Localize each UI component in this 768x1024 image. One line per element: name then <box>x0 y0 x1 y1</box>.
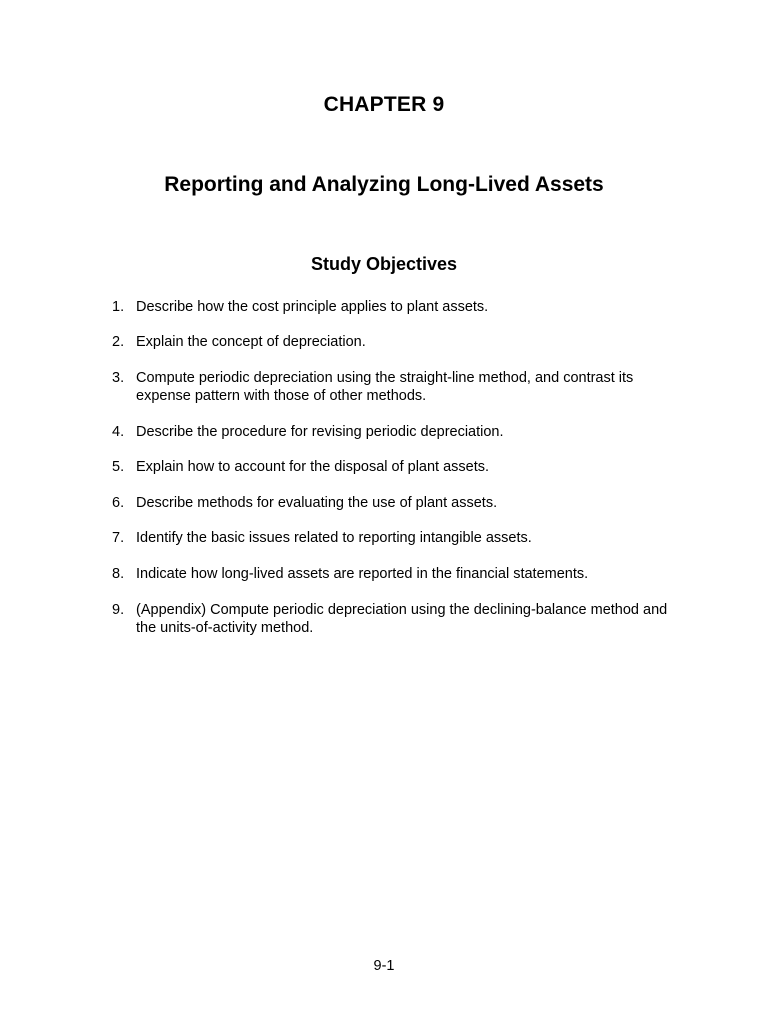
list-item-text: Explain the concept of depreciation. <box>136 334 366 350</box>
list-item-number: 5. <box>112 459 125 475</box>
list-item-text: (Appendix) Compute periodic depreciation using the declining-balance method and the units-of-activity method. <box>136 602 668 636</box>
list-item-number: 4. <box>112 424 125 440</box>
list-item-text: Describe methods for evaluating the use of plant assets. <box>136 495 498 511</box>
list-item-text: Identify the basic issues related to reporting intangible assets. <box>136 530 532 546</box>
chapter-heading: CHAPTER 9 <box>323 93 445 116</box>
list-item-number: 7. <box>112 530 125 546</box>
list-item-number: 3. <box>112 370 125 386</box>
list-item <box>112 565 672 583</box>
list-item <box>112 494 672 512</box>
section-heading: Study Objectives <box>310 254 458 274</box>
list-item <box>112 298 672 316</box>
list-item <box>112 458 672 476</box>
list-item-text: Describe the procedure for revising periodic depreciation. <box>136 424 504 440</box>
list-item <box>112 423 672 441</box>
list-item <box>112 333 672 351</box>
page-number: 9-1 <box>373 958 395 974</box>
list-item-text: Compute periodic depreciation using the straight-line method, and contrast its expense pattern with those of other methods. <box>136 370 634 404</box>
list-item <box>112 601 672 637</box>
list-item-number: 8. <box>112 566 125 582</box>
list-item-number: 1. <box>112 299 125 315</box>
chapter-title: Reporting and Analyzing Long-Lived Assets <box>164 173 604 196</box>
list-item-text: Indicate how long-lived assets are reported in the financial statements. <box>136 566 589 582</box>
list-item-text: Describe how the cost principle applies to plant assets. <box>136 299 489 315</box>
list-item <box>112 529 672 547</box>
list-item-number: 6. <box>112 495 125 511</box>
list-item-number: 2. <box>112 334 125 350</box>
list-item-text: Explain how to account for the disposal of plant assets. <box>136 459 490 475</box>
list-item <box>112 369 672 405</box>
list-item-number: 9. <box>112 602 125 618</box>
